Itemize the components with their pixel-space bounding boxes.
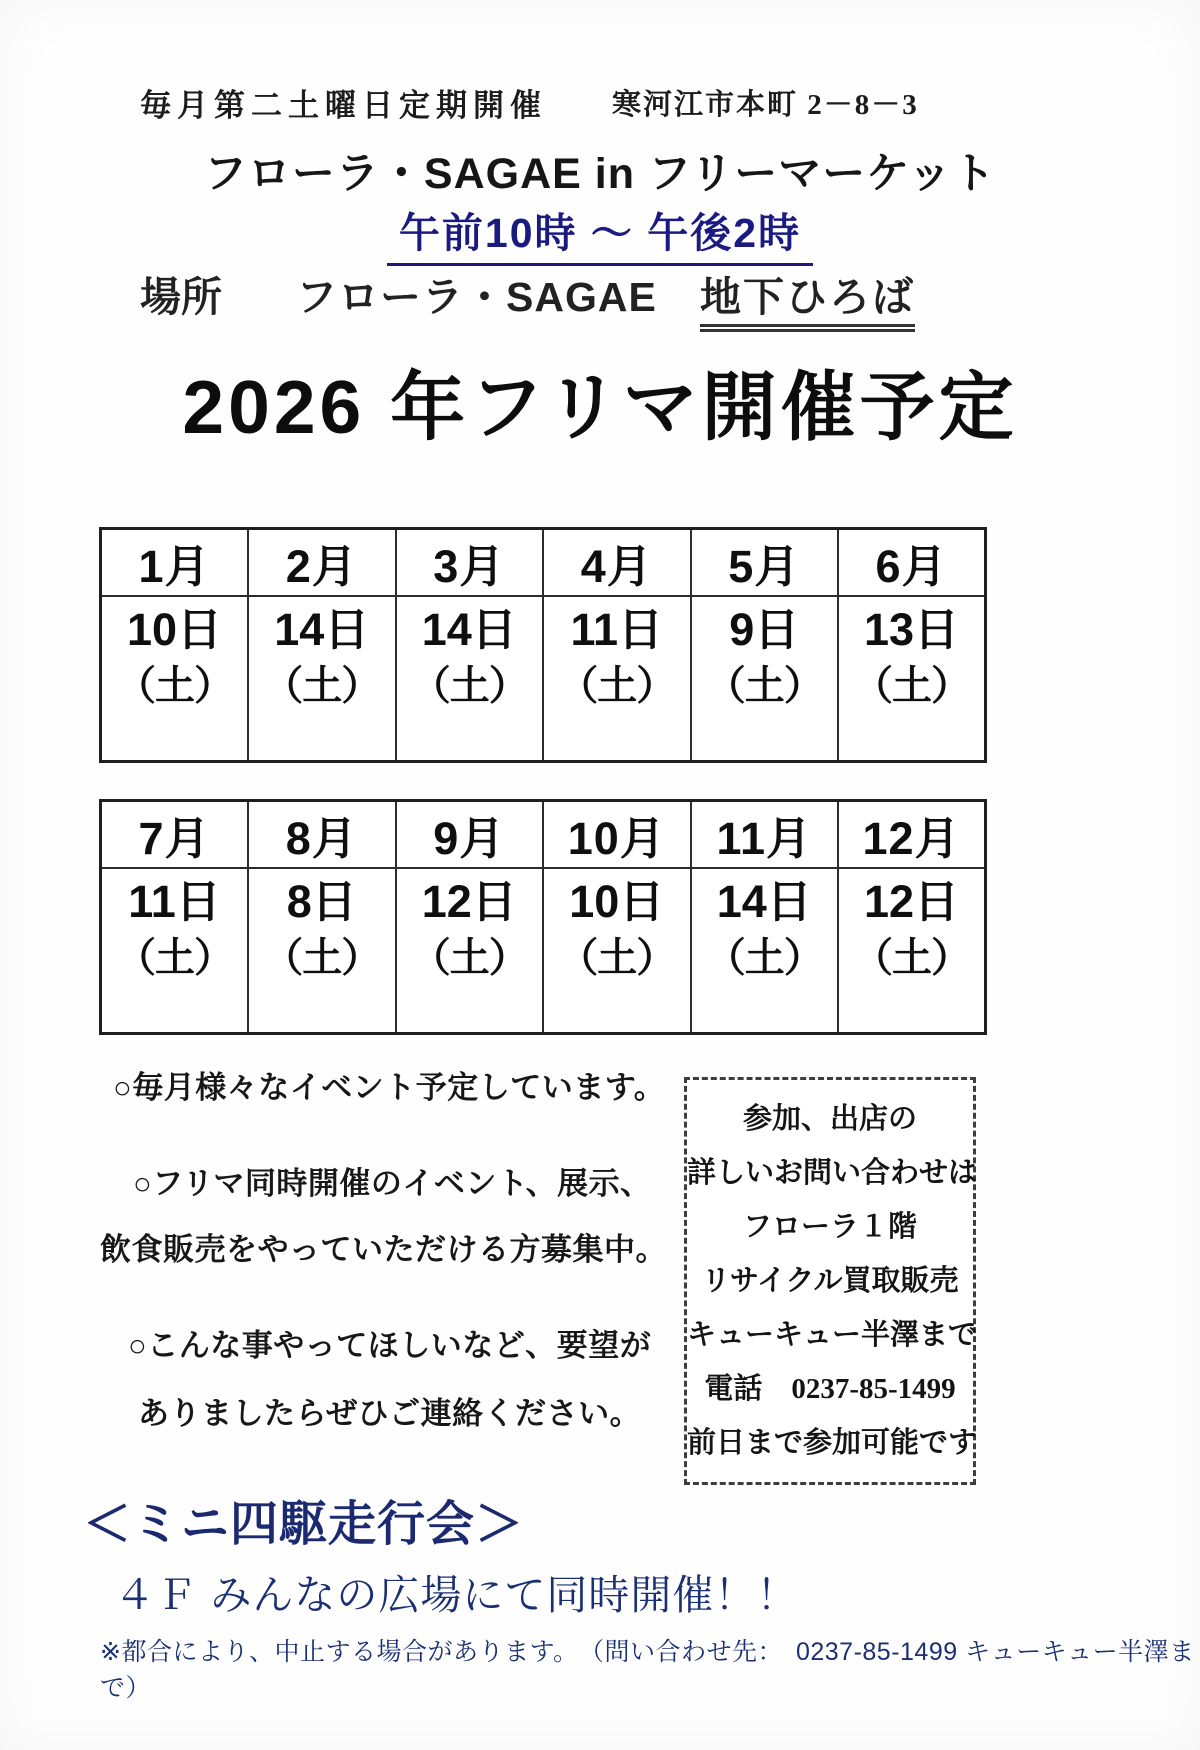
date-cell — [543, 596, 691, 762]
date-cell — [691, 596, 839, 762]
date-value: 13日 — [863, 604, 960, 655]
date-cell — [838, 868, 986, 1034]
weekday-value: （土） — [558, 664, 676, 708]
contact-line: キューキュー半澤まで — [687, 1319, 978, 1351]
month-header-row — [101, 801, 986, 869]
date-cell — [543, 868, 691, 1034]
mini4wd-subheading: ４Ｆ みんなの広場にて同時開催！！ — [114, 1572, 799, 1618]
date-value: 12日 — [421, 876, 517, 927]
month-cell: 1月 — [101, 529, 249, 597]
weekday-value: （土） — [116, 936, 233, 980]
date-value: 8日 — [286, 876, 357, 927]
event-time-range: 午前10時 ～ 午後2時 — [387, 200, 813, 266]
month-cell: 4月 — [543, 529, 691, 597]
date-value: 12日 — [863, 876, 960, 927]
weekday-value: （土） — [705, 664, 823, 708]
schedule-table-jul-dec — [99, 799, 987, 1035]
month-cell: 2月 — [248, 529, 396, 597]
note-recruiting-line1: ○フリマ同時開催のイベント、展示、 — [133, 1166, 652, 1201]
date-row — [101, 868, 986, 1034]
note-recruiting-line2: 飲食販売をやっていただける方募集中。 — [100, 1232, 667, 1267]
schedule-table-jan-jun — [99, 527, 987, 763]
mini4wd-heading: ＜ミニ四駆走行会＞ — [83, 1498, 525, 1551]
note-requests-line2: ありましたらぜひご連絡ください。 — [138, 1396, 642, 1431]
date-value: 9日 — [729, 604, 800, 655]
month-cell: 6月 — [838, 529, 986, 597]
date-cell — [396, 868, 544, 1034]
date-value: 10日 — [126, 604, 223, 655]
event-title: フローラ・SAGAE in フリーマーケット — [203, 150, 997, 198]
month-cell: 5月 — [691, 529, 839, 597]
month-cell: 12月 — [838, 801, 986, 869]
weekday-value: （土） — [558, 936, 676, 980]
month-cell: 3月 — [396, 529, 544, 597]
month-cell: 11月 — [691, 801, 839, 869]
date-value: 14日 — [716, 876, 812, 927]
date-cell — [691, 868, 839, 1034]
date-cell — [101, 596, 249, 762]
date-value: 14日 — [421, 604, 517, 655]
date-value: 11日 — [570, 604, 664, 655]
date-value: 11日 — [128, 876, 221, 927]
contact-line: フローラ１階 — [742, 1211, 917, 1243]
weekday-value: （土） — [263, 936, 381, 980]
location-place: 地下ひろば — [700, 264, 915, 332]
venue-address: 寒河江市本町 2－8－3 — [612, 89, 919, 121]
event-time-row — [0, 200, 1200, 266]
mini4wd-disclaimer: ※都合により、中止する場合があります。 （問い合わせ先： 0237-85-1499 キューキュー半澤まで） — [100, 1638, 1195, 1702]
date-cell — [838, 596, 986, 762]
month-cell: 8月 — [248, 801, 396, 869]
weekday-value: （土） — [853, 936, 970, 980]
date-value: 10日 — [569, 876, 665, 927]
weekday-value: （土） — [705, 936, 823, 980]
weekday-value: （土） — [410, 664, 528, 708]
date-row — [101, 596, 986, 762]
contact-deadline: 前日まで参加可能です — [687, 1427, 978, 1459]
location-venue: フローラ・SAGAE — [296, 274, 657, 320]
date-cell — [396, 596, 544, 762]
date-cell — [248, 868, 396, 1034]
schedule-title: 2026 年フリマ開催予定 — [182, 365, 1018, 449]
contact-line: 参加、出店の — [742, 1103, 917, 1135]
month-header-row — [101, 529, 986, 597]
weekday-value: （土） — [853, 664, 970, 708]
date-cell — [101, 868, 249, 1034]
note-requests-line1: ○こんな事やってほしいなど、要望が — [128, 1328, 652, 1363]
contact-line: 詳しいお問い合わせは — [687, 1157, 978, 1189]
recurrence-note: 毎月第二土曜日定期開催 — [140, 88, 547, 123]
weekday-value: （土） — [410, 936, 528, 980]
month-cell: 10月 — [543, 801, 691, 869]
date-value: 14日 — [274, 604, 370, 655]
contact-info-box — [684, 1077, 976, 1485]
weekday-value: （土） — [263, 664, 381, 708]
contact-line: リサイクル買取販売 — [701, 1265, 959, 1297]
weekday-value: （土） — [116, 664, 233, 708]
contact-phone: 電話 0237-85-1499 — [704, 1373, 956, 1405]
month-cell: 7月 — [101, 801, 249, 869]
note-monthly-events: ○毎月様々なイベント予定しています。 — [113, 1070, 666, 1105]
location-label: 場所 — [140, 274, 222, 320]
date-cell — [248, 596, 396, 762]
month-cell: 9月 — [396, 801, 544, 869]
